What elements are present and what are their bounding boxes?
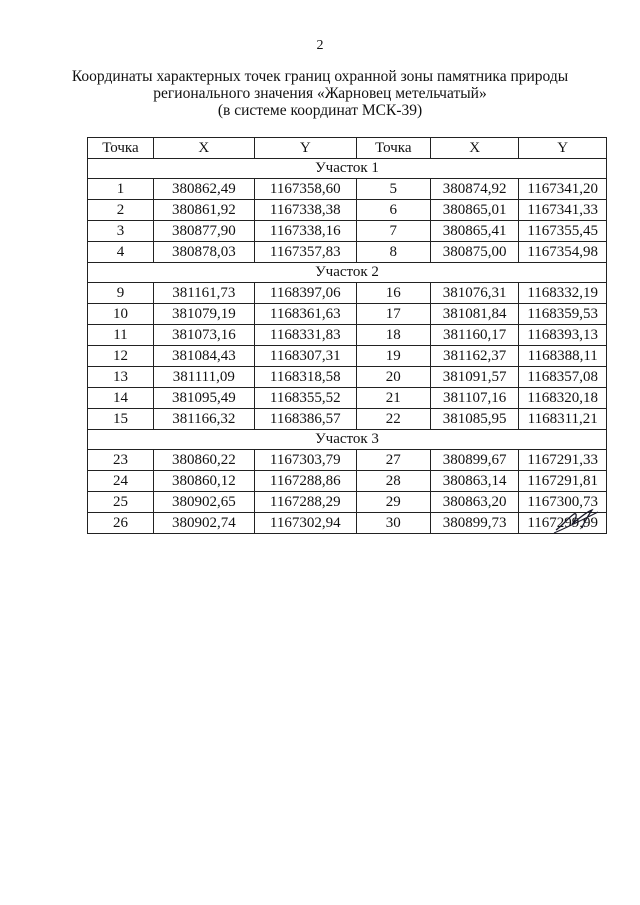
x-coordinate: 380874,92: [430, 179, 519, 200]
table-row: [88, 221, 607, 242]
y-coordinate: 1167288,29: [254, 492, 356, 513]
y-coordinate: 1167291,33: [519, 450, 607, 471]
point-number: 2: [88, 200, 154, 221]
point-number: 20: [356, 367, 430, 388]
x-coordinate: 381166,32: [153, 409, 254, 430]
point-number: 22: [356, 409, 430, 430]
y-coordinate: 1168359,53: [519, 304, 607, 325]
y-coordinate: 1167299,99: [519, 513, 607, 534]
x-coordinate: 381085,95: [430, 409, 519, 430]
y-coordinate: 1168397,06: [254, 283, 356, 304]
y-coordinate: 1168361,63: [254, 304, 356, 325]
point-number: 21: [356, 388, 430, 409]
header-y-2: Y: [519, 138, 607, 159]
point-number: 10: [88, 304, 154, 325]
point-number: 11: [88, 325, 154, 346]
point-number: 9: [88, 283, 154, 304]
point-number: 16: [356, 283, 430, 304]
point-number: 27: [356, 450, 430, 471]
title-line-1: Координаты характерных точек границ охранной зоны памятника природы: [71, 68, 569, 85]
section-header-row: [88, 263, 607, 283]
table-row: [88, 346, 607, 367]
header-point-1: Точка: [88, 138, 154, 159]
x-coordinate: 380861,92: [153, 200, 254, 221]
x-coordinate: 381161,73: [153, 283, 254, 304]
point-number: 18: [356, 325, 430, 346]
x-coordinate: 380865,41: [430, 221, 519, 242]
y-coordinate: 1167288,86: [254, 471, 356, 492]
point-number: 8: [356, 242, 430, 263]
table-row: [88, 409, 607, 430]
point-number: 23: [88, 450, 154, 471]
x-coordinate: 380902,74: [153, 513, 254, 534]
y-coordinate: 1168386,57: [254, 409, 356, 430]
x-coordinate: 381091,57: [430, 367, 519, 388]
y-coordinate: 1168355,52: [254, 388, 356, 409]
point-number: 6: [356, 200, 430, 221]
table-row: [88, 471, 607, 492]
y-coordinate: 1168393,13: [519, 325, 607, 346]
point-number: 26: [88, 513, 154, 534]
y-coordinate: 1167338,38: [254, 200, 356, 221]
y-coordinate: 1167341,33: [519, 200, 607, 221]
header-point-2: Точка: [356, 138, 430, 159]
section-title: Участок 3: [88, 430, 607, 450]
point-number: 13: [88, 367, 154, 388]
document-title: [40, 68, 600, 119]
title-line-3: (в системе координат МСК-39): [217, 102, 423, 119]
header-y-1: Y: [254, 138, 356, 159]
point-number: 1: [88, 179, 154, 200]
y-coordinate: 1167354,98: [519, 242, 607, 263]
point-number: 19: [356, 346, 430, 367]
table-row: [88, 388, 607, 409]
x-coordinate: 380875,00: [430, 242, 519, 263]
section-title: Участок 1: [88, 159, 607, 179]
x-coordinate: 380877,90: [153, 221, 254, 242]
header-x-2: X: [430, 138, 519, 159]
x-coordinate: 380878,03: [153, 242, 254, 263]
x-coordinate: 381160,17: [430, 325, 519, 346]
point-number: 3: [88, 221, 154, 242]
point-number: 30: [356, 513, 430, 534]
x-coordinate: 380860,22: [153, 450, 254, 471]
point-number: 4: [88, 242, 154, 263]
x-coordinate: 381073,16: [153, 325, 254, 346]
x-coordinate: 380863,14: [430, 471, 519, 492]
y-coordinate: 1167358,60: [254, 179, 356, 200]
title-line-2: регионального значения «Жарновец метельчатый»: [153, 85, 487, 102]
table-row: [88, 283, 607, 304]
y-coordinate: 1168307,31: [254, 346, 356, 367]
point-number: 24: [88, 471, 154, 492]
x-coordinate: 380860,12: [153, 471, 254, 492]
y-coordinate: 1168357,08: [519, 367, 607, 388]
y-coordinate: 1168320,18: [519, 388, 607, 409]
y-coordinate: 1168388,11: [519, 346, 607, 367]
x-coordinate: 381162,37: [430, 346, 519, 367]
point-number: 25: [88, 492, 154, 513]
table-row: [88, 200, 607, 221]
point-number: 12: [88, 346, 154, 367]
section-header-row: [88, 430, 607, 450]
y-coordinate: 1167300,73: [519, 492, 607, 513]
coordinates-table: [87, 137, 607, 534]
point-number: 29: [356, 492, 430, 513]
table-row: [88, 450, 607, 471]
x-coordinate: 381084,43: [153, 346, 254, 367]
y-coordinate: 1168331,83: [254, 325, 356, 346]
y-coordinate: 1167338,16: [254, 221, 356, 242]
x-coordinate: 381079,19: [153, 304, 254, 325]
table-header-row: [88, 138, 607, 159]
point-number: 14: [88, 388, 154, 409]
point-number: 17: [356, 304, 430, 325]
page-number: 2: [316, 38, 324, 53]
point-number: 7: [356, 221, 430, 242]
x-coordinate: 381081,84: [430, 304, 519, 325]
table-row: [88, 304, 607, 325]
point-number: 28: [356, 471, 430, 492]
y-coordinate: 1167303,79: [254, 450, 356, 471]
table-row: [88, 242, 607, 263]
x-coordinate: 380902,65: [153, 492, 254, 513]
table-row: [88, 492, 607, 513]
point-number: 5: [356, 179, 430, 200]
x-coordinate: 381095,49: [153, 388, 254, 409]
section-header-row: [88, 159, 607, 179]
table-row: [88, 179, 607, 200]
table-row: [88, 325, 607, 346]
y-coordinate: 1167291,81: [519, 471, 607, 492]
y-coordinate: 1167355,45: [519, 221, 607, 242]
x-coordinate: 380863,20: [430, 492, 519, 513]
x-coordinate: 381107,16: [430, 388, 519, 409]
x-coordinate: 380899,67: [430, 450, 519, 471]
y-coordinate: 1168318,58: [254, 367, 356, 388]
point-number: 15: [88, 409, 154, 430]
x-coordinate: 380899,73: [430, 513, 519, 534]
table-body: [88, 159, 607, 534]
header-x-1: X: [153, 138, 254, 159]
y-coordinate: 1167341,20: [519, 179, 607, 200]
table-row: [88, 367, 607, 388]
y-coordinate: 1168332,19: [519, 283, 607, 304]
section-title: Участок 2: [88, 263, 607, 283]
y-coordinate: 1168311,21: [519, 409, 607, 430]
y-coordinate: 1167357,83: [254, 242, 356, 263]
table-row: [88, 513, 607, 534]
x-coordinate: 380865,01: [430, 200, 519, 221]
x-coordinate: 380862,49: [153, 179, 254, 200]
x-coordinate: 381076,31: [430, 283, 519, 304]
y-coordinate: 1167302,94: [254, 513, 356, 534]
x-coordinate: 381111,09: [153, 367, 254, 388]
